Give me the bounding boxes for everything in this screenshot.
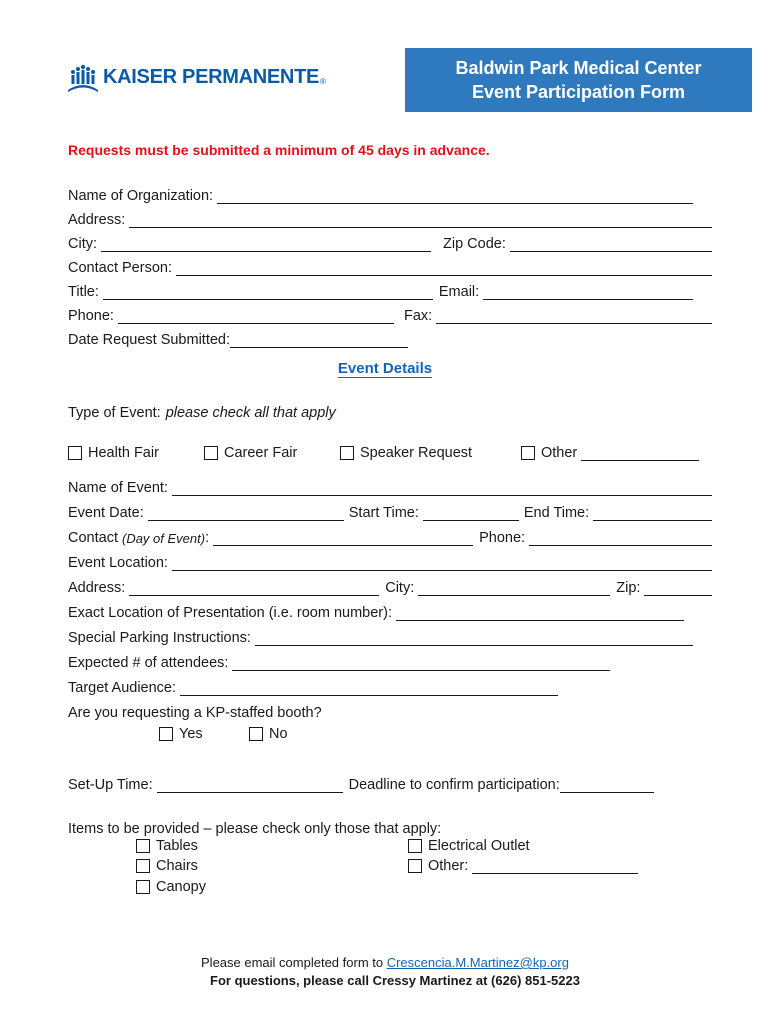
- booth-no-checkbox[interactable]: [249, 727, 263, 741]
- other-event-field[interactable]: [581, 446, 699, 461]
- logo-text: KAISER PERMANENTE: [103, 65, 320, 88]
- parking-label: Special Parking Instructions:: [68, 630, 251, 646]
- parking-row: [68, 626, 712, 646]
- advance-notice: Requests must be submitted a minimum of 45 days in advance.: [68, 142, 490, 158]
- other-event-checkbox[interactable]: [521, 446, 535, 460]
- booth-question-label: Are you requesting a KP-staffed booth?: [68, 705, 322, 721]
- chairs-checkbox[interactable]: [136, 859, 150, 873]
- event-contact-field[interactable]: [213, 531, 473, 546]
- org-city-row: [68, 232, 712, 252]
- career-fair-label: Career Fair: [224, 445, 298, 461]
- other-event-label: Other: [541, 445, 578, 461]
- contact-person-label: Contact Person:: [68, 260, 172, 276]
- tables-checkbox[interactable]: [136, 839, 150, 853]
- phone-label: Phone:: [68, 308, 114, 324]
- fax-label: Fax:: [403, 308, 433, 324]
- kp-logo-icon: [67, 62, 99, 92]
- org-address-field[interactable]: [129, 213, 712, 228]
- event-phone-label: Phone:: [479, 530, 526, 546]
- footer-email-prefix: Please email completed form to: [201, 955, 387, 970]
- health-fair-option[interactable]: [68, 445, 159, 461]
- outlet-label: Electrical Outlet: [428, 838, 530, 854]
- event-name-field[interactable]: [172, 481, 712, 496]
- event-type-row: [68, 401, 712, 421]
- booth-no-label: No: [269, 726, 288, 742]
- title-line-1: Baldwin Park Medical Center: [455, 58, 702, 78]
- exact-location-label: Exact Location of Presentation (i.e. room number):: [68, 605, 392, 621]
- other-item-label: Other:: [428, 858, 469, 874]
- event-city-label: City:: [385, 580, 415, 596]
- contact-person-row: [68, 256, 712, 276]
- parking-field[interactable]: [255, 631, 693, 646]
- deadline-label: Deadline to confirm participation:: [348, 777, 560, 793]
- tables-label: Tables: [156, 838, 198, 854]
- org-address-label: Address:: [68, 212, 126, 228]
- items-label: Items to be provided – please check only those that apply:: [68, 821, 442, 837]
- attendees-row: [68, 651, 712, 671]
- org-name-field[interactable]: [217, 189, 693, 204]
- org-name-row: [68, 184, 712, 204]
- health-fair-label: Health Fair: [88, 445, 159, 461]
- other-item-option[interactable]: [408, 858, 638, 874]
- chairs-label: Chairs: [156, 858, 198, 874]
- event-date-row: [68, 501, 712, 521]
- event-contact-row: [68, 526, 712, 546]
- booth-yes-checkbox[interactable]: [159, 727, 173, 741]
- event-details-heading: [0, 360, 770, 377]
- event-phone-field[interactable]: [529, 531, 712, 546]
- date-submitted-label: Date Request Submitted:: [68, 332, 231, 348]
- outlet-option[interactable]: [408, 838, 530, 854]
- setup-field[interactable]: [157, 778, 343, 793]
- title-email-row: [68, 280, 712, 300]
- event-date-label: Event Date:: [68, 505, 144, 521]
- canopy-checkbox[interactable]: [136, 880, 150, 894]
- registered-mark: ®: [320, 76, 326, 86]
- org-name-label: Name of Organization:: [68, 188, 214, 204]
- kaiser-permanente-logo: [67, 62, 326, 92]
- canopy-option[interactable]: [136, 879, 206, 895]
- end-time-label: End Time:: [523, 505, 590, 521]
- event-contact-hint: (Day of Event): [121, 531, 206, 546]
- form-title-box: [405, 48, 752, 112]
- event-contact-colon: :: [205, 530, 210, 546]
- event-type-label: Type of Event:: [68, 405, 161, 421]
- deadline-field[interactable]: [560, 778, 654, 793]
- booth-question-row: [68, 701, 712, 721]
- health-fair-checkbox[interactable]: [68, 446, 82, 460]
- canopy-label: Canopy: [156, 879, 206, 895]
- career-fair-option[interactable]: [204, 445, 297, 461]
- event-zip-field[interactable]: [644, 581, 712, 596]
- event-name-label: Name of Event:: [68, 480, 168, 496]
- other-event-option[interactable]: [521, 445, 699, 461]
- items-row: [68, 817, 712, 837]
- setup-row: [68, 773, 712, 793]
- event-date-field[interactable]: [148, 506, 344, 521]
- event-address-label: Address:: [68, 580, 126, 596]
- start-time-field[interactable]: [423, 506, 519, 521]
- event-address-field[interactable]: [129, 581, 379, 596]
- event-address-row: [68, 576, 712, 596]
- footer-email-line: [0, 955, 770, 970]
- title-label: Title:: [68, 284, 99, 300]
- event-location-field[interactable]: [172, 556, 712, 571]
- start-time-label: Start Time:: [348, 505, 419, 521]
- speaker-request-label: Speaker Request: [360, 445, 473, 461]
- booth-no-option[interactable]: [249, 726, 288, 742]
- title-field[interactable]: [103, 285, 433, 300]
- org-city-label: City:: [68, 236, 97, 252]
- exact-location-row: [68, 601, 712, 621]
- setup-label: Set-Up Time:: [68, 777, 153, 793]
- email-label: Email:: [438, 284, 480, 300]
- audience-label: Target Audience:: [68, 680, 177, 696]
- phone-field[interactable]: [118, 309, 394, 324]
- speaker-request-checkbox[interactable]: [340, 446, 354, 460]
- speaker-request-option[interactable]: [340, 445, 472, 461]
- end-time-field[interactable]: [593, 506, 712, 521]
- date-submitted-row: [68, 328, 712, 348]
- phone-fax-row: [68, 304, 712, 324]
- title-line-2: Event Participation Form: [471, 82, 686, 102]
- event-name-row: [68, 476, 712, 496]
- tables-option[interactable]: [136, 838, 198, 854]
- event-zip-label: Zip:: [616, 580, 641, 596]
- org-zip-field[interactable]: [510, 237, 712, 252]
- audience-field[interactable]: [180, 681, 558, 696]
- attendees-label: Expected # of attendees:: [68, 655, 229, 671]
- footer-email-link[interactable]: Crescencia.M.Martinez@kp.org: [386, 955, 569, 970]
- attendees-field[interactable]: [232, 656, 610, 671]
- event-type-hint: please check all that apply: [165, 405, 336, 421]
- fax-field[interactable]: [436, 309, 712, 324]
- contact-person-field[interactable]: [176, 261, 712, 276]
- email-field[interactable]: [483, 285, 693, 300]
- outlet-checkbox[interactable]: [408, 839, 422, 853]
- booth-yes-label: Yes: [179, 726, 203, 742]
- audience-row: [68, 676, 712, 696]
- event-details-title: Event Details: [337, 360, 433, 377]
- event-contact-label: Contact: [68, 530, 118, 546]
- date-submitted-field[interactable]: [230, 333, 408, 348]
- org-city-field[interactable]: [101, 237, 431, 252]
- other-item-checkbox[interactable]: [408, 859, 422, 873]
- org-address-row: [68, 208, 712, 228]
- chairs-option[interactable]: [136, 858, 198, 874]
- career-fair-checkbox[interactable]: [204, 446, 218, 460]
- org-zip-label: Zip Code:: [443, 236, 506, 252]
- event-location-row: [68, 551, 712, 571]
- event-city-field[interactable]: [418, 581, 610, 596]
- exact-location-field[interactable]: [396, 606, 684, 621]
- footer-questions: For questions, please call Cressy Martinez at (626) 851-5223: [210, 973, 580, 988]
- event-location-label: Event Location:: [68, 555, 168, 571]
- other-item-field[interactable]: [472, 859, 638, 874]
- booth-yes-option[interactable]: [159, 726, 203, 742]
